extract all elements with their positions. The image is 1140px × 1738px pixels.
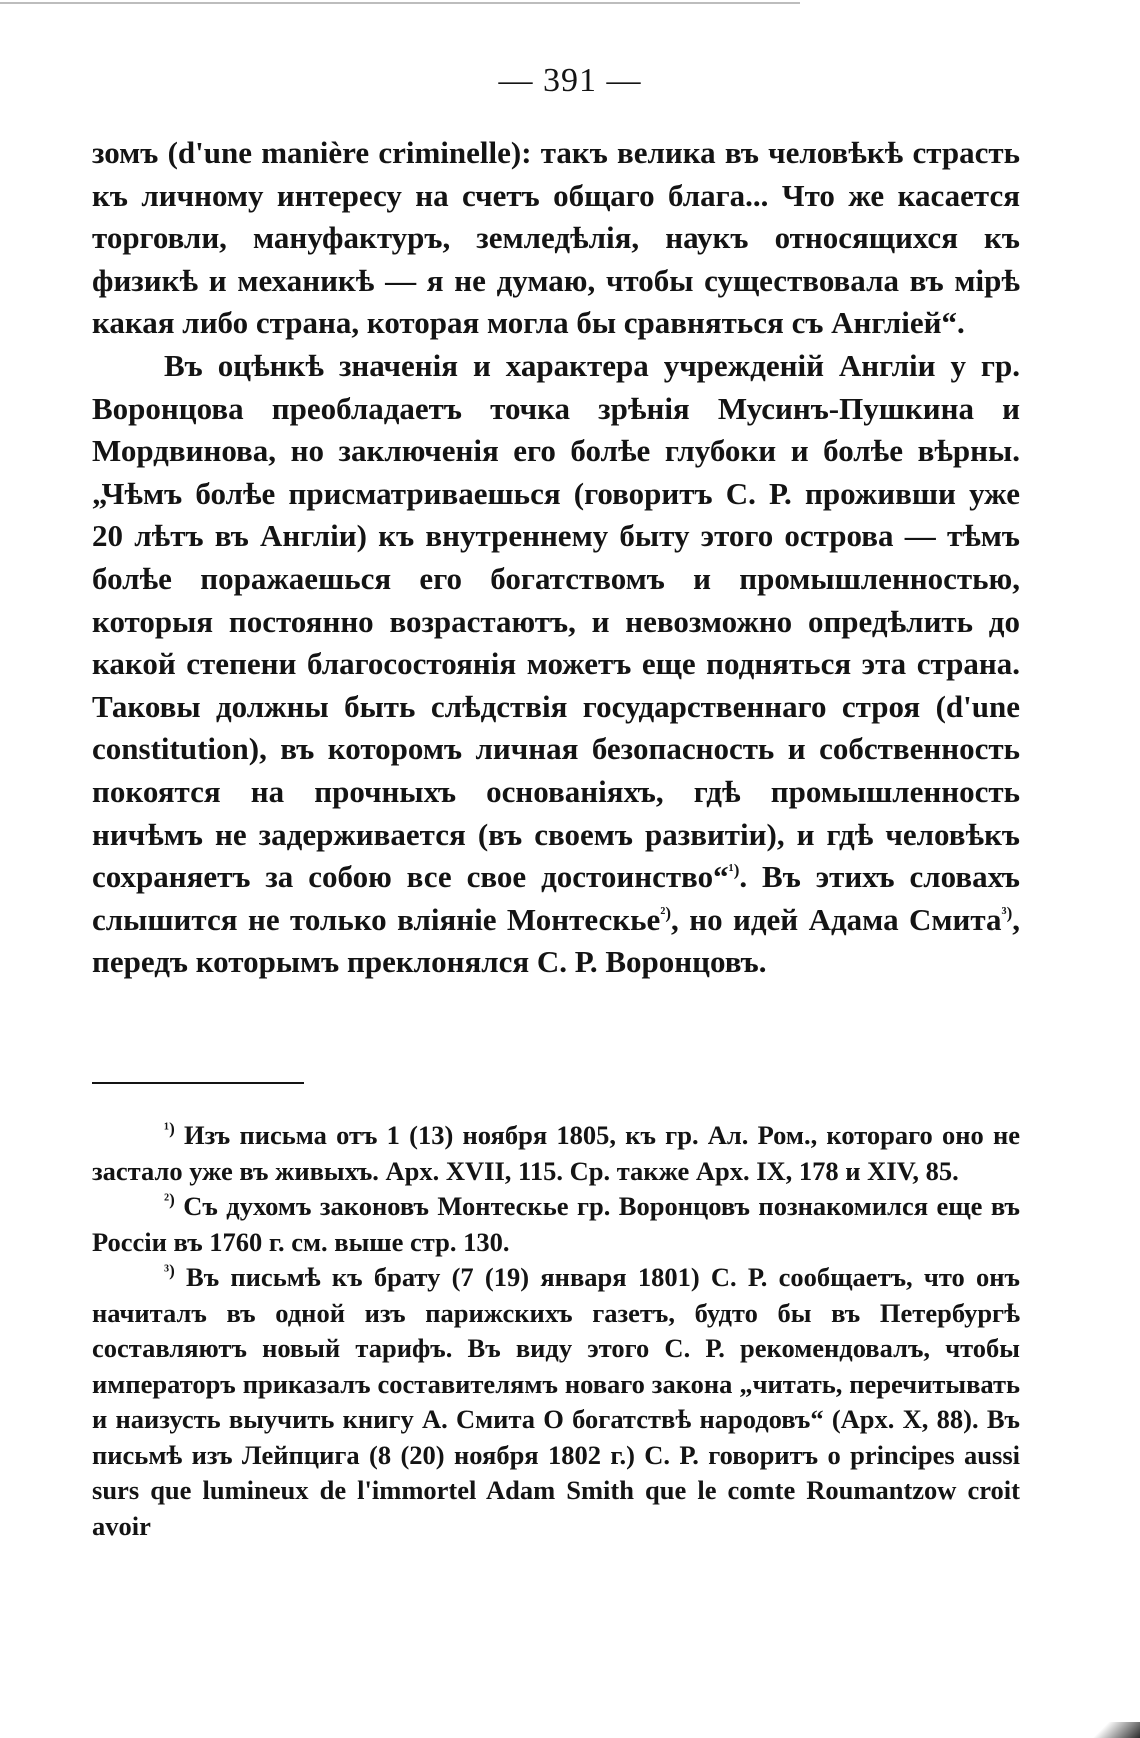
footnote-1 — [92, 1118, 1020, 1189]
footnote-mark-2: ²) — [164, 1190, 175, 1210]
footnote-separator — [92, 1082, 304, 1084]
footnote-ref-1: ¹) — [728, 860, 740, 880]
paragraph-text-part: , передъ которымъ преклонялся С. Р. Воронцовъ. — [92, 901, 1020, 980]
footnote-1-text: Изъ письма отъ 1 (13) ноября 1805, къ гр. Ал. Ром., котораго оно не застало уже въ живыхъ. Арх. XVII, 115. Ср. также Арх. IX, 178 и XIV, 85. — [92, 1120, 1020, 1186]
paragraph-continued: зомъ (d'une manière criminelle): такъ велика въ человѣкѣ страсть къ личному интересу на счетъ общаго блага... Что же касается торговли, мануфактуръ, земледѣлія, наукъ относящихся къ физикѣ и механикѣ — я не думаю, чтобы существовала въ мірѣ какая либо страна, которая могла бы сравняться съ Англіей“. — [92, 135, 1020, 341]
footnote-3-text: Въ письмѣ къ брату (7 (19) января 1801) С. Р. сообщаетъ, что онъ начиталъ въ одной изъ парижскихъ газетъ, будто бы въ Петербургѣ составляютъ новый тарифъ. Въ виду этого С. Р. рекомендовалъ, чтобы императоръ приказалъ составителямъ новаго закона „читать, перечитывать и наизусть выучить книгу А. Смита О богатствѣ народовъ“ (Арх. X, 88). Въ письмѣ изъ Лейпцига (8 (20) ноября 1802 г.) С. Р. говоритъ о principes aussi surs que lumineux de l'immortel Adam Smith que le comte Roumantzow croit avoir — [92, 1262, 1020, 1541]
scan-edge-line — [0, 2, 800, 4]
footnotes-block — [92, 1118, 1020, 1544]
footnote-2 — [92, 1189, 1020, 1260]
footnote-ref-3: ³) — [1001, 903, 1013, 923]
footnote-3 — [92, 1260, 1020, 1544]
footnote-mark-1: ¹) — [164, 1119, 175, 1139]
paragraph-text-part: Въ оцѣнкѣ значенія и характера учрежденій Англіи у гр. Воронцова преобладаетъ точка зрѣнія Мусинъ-Пушкина и Мордвинова, но заключенія его болѣе глубоки и болѣе вѣрны. „Чѣмъ болѣе присматриваешься (говоритъ С. Р. проживши уже 20 лѣтъ въ Англіи) къ внутреннему быту этого острова — тѣмъ болѣе поражаешься его богатствомъ и промышленностью, которыя постоянно возрастаютъ, и невозможно опредѣлить до какой степени благосостоянія можетъ еще подняться эта страна. Таковы должны быть слѣдствія государственнаго строя (d'une constitution), въ которомъ личная безопасность и собственность покоятся на прочныхъ основаніяхъ, гдѣ промышленность ничѣмъ не задерживается (въ своемъ развитіи), и гдѣ человѣкъ сохраняетъ за собою все свое достоинство“ — [92, 347, 1020, 895]
paragraph-vorontsov-england — [92, 345, 1020, 984]
footnote-2-text: Съ духомъ законовъ Монтескье гр. Воронцовъ познакомился еще въ Россіи въ 1760 г. см. выше стр. 130. — [92, 1191, 1020, 1257]
page-corner-shadow — [1070, 1722, 1140, 1738]
paragraph-text-part: . Въ этихъ словахъ слышится не только вліяніе Монтескье — [92, 859, 1021, 937]
main-text-block — [92, 132, 1020, 984]
footnote-mark-3: ³) — [164, 1261, 175, 1281]
footnote-ref-2: ²) — [660, 903, 672, 923]
page-number: — 391 — — [498, 62, 642, 99]
paragraph-text-part: , но идей Адама Смита — [671, 901, 1002, 937]
